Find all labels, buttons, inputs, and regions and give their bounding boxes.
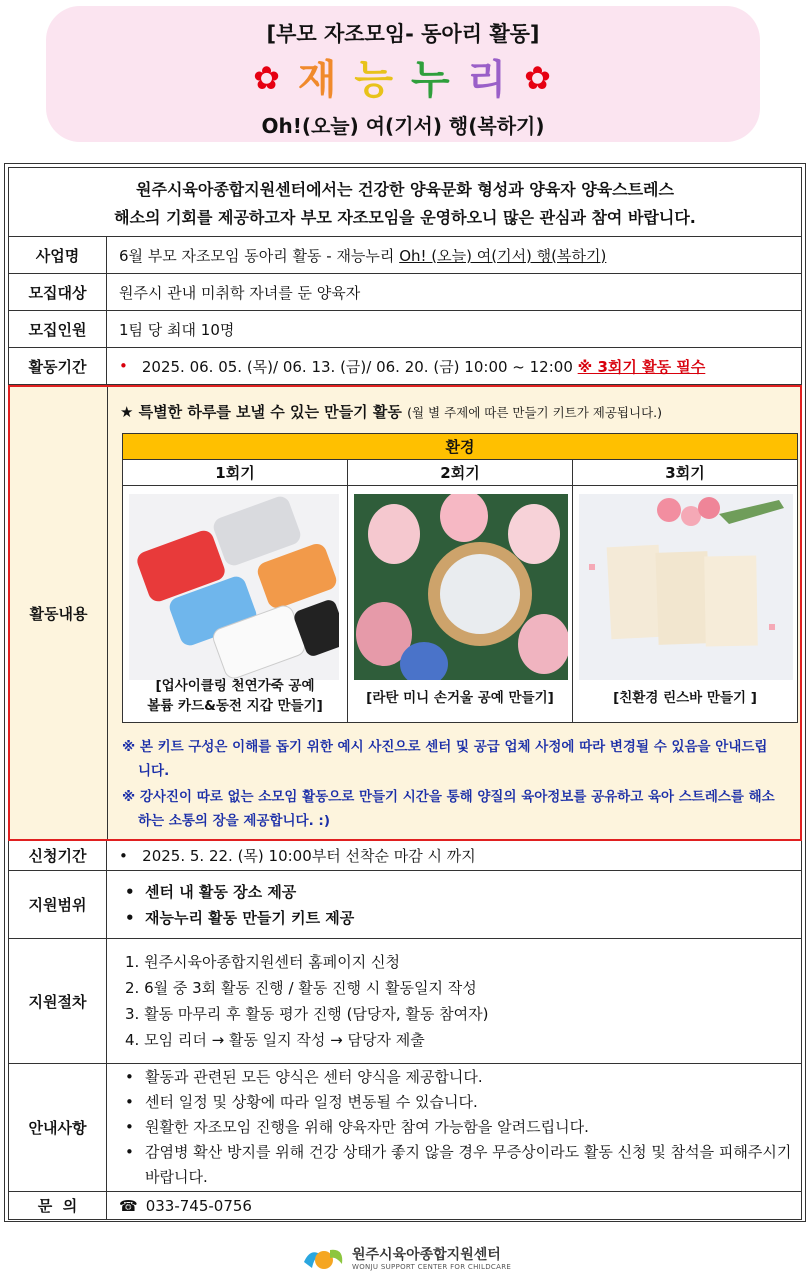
- row-label: 활동기간: [9, 348, 107, 384]
- session-1: 1회기 [업사이클링 천연가죽 공예 볼륨 카드&동전 지갑 만들기]: [123, 460, 348, 722]
- bullet-icon: •: [119, 357, 128, 375]
- title-banner: [46, 6, 760, 142]
- leather-wallet-image: [129, 494, 339, 680]
- intro-text: 원주시육아종합지원센터에서는 건강한 양육문화 형성과 양육자 양육스트레스 해소의 기회를 제공하고자 부모 자조모임을 운영하오니 많은 관심과 참여 바랍니다.: [8, 167, 802, 237]
- row-support: 지원범위 • 센터 내 활동 장소 제공 • 재능누리 활동 만들기 키트 제공: [8, 871, 802, 939]
- title-char: 재: [297, 57, 339, 103]
- row-notice: 안내사항 • 활동과 관련된 모든 양식은 센터 양식을 제공합니다. • 센터 일정 및 상황에 따라 일정 변동될 수 있습니다. • 원활한 자조모임 진행을 위해 양육자만 참여 가능함을 알려드립니다. • 감염병 확산 방지를 위해 건강 상태가 좋지 않을 경우 무증상이라도 활동 신청 및 참석을 피해주시기 바랍니다.: [8, 1064, 802, 1192]
- session-3: 3회기 [친환경 린스바 만들기 ]: [573, 460, 797, 722]
- kit-table: [122, 433, 798, 723]
- center-name-en: WONJU SUPPORT CENTER FOR CHILDCARE: [352, 1263, 512, 1271]
- row-label: 지원절차: [9, 939, 107, 1063]
- row-label: 지원범위: [9, 871, 107, 938]
- row-business: 사업명 6월 부모 자조모임 동아리 활동 - 재능누리 Oh! (오늘) 여(기서) 행(복하기): [8, 237, 802, 274]
- rattan-mirror-image: [354, 494, 568, 680]
- flower-icon: ✿: [253, 59, 282, 97]
- activity-headline: ★ 특별한 하루를 보낼 수 있는 만들기 활동 (월 별 주제에 따른 만들기 키트가 제공됩니다.): [120, 403, 663, 421]
- theme-header: 환경: [123, 434, 797, 460]
- session-caption: [라탄 미니 손거울 공예 만들기]: [366, 690, 554, 706]
- title-char: 누: [410, 57, 452, 103]
- session-caption: [업사이클링 천연가죽 공예 볼륨 카드&동전 지갑 만들기]: [147, 678, 323, 714]
- banner-title: [46, 48, 760, 105]
- row-label: 활동내용: [10, 387, 108, 839]
- required-note: ※ 3회기 활동 필수: [577, 357, 706, 376]
- row-label: 문 의: [9, 1192, 107, 1219]
- row-target: 모집대상 원주시 관내 미취학 자녀를 둔 양육자: [8, 274, 802, 311]
- row-capacity: 모집인원 1팀 당 최대 10명: [8, 311, 802, 348]
- session-caption: [친환경 린스바 만들기 ]: [613, 690, 757, 706]
- row-period: 활동기간 • 2025. 06. 05. (목)/ 06. 13. (금)/ 06. 20. (금) 10:00 ~ 12:00 ※ 3회기 활동 필수: [8, 348, 802, 385]
- phone-icon: ☎: [119, 1196, 138, 1215]
- banner-subtitle: [부모 자조모임- 동아리 활동]: [266, 22, 540, 46]
- banner-slogan: Oh!(오늘) 여(기서) 행(복하기): [261, 114, 545, 138]
- center-logo: [300, 1241, 520, 1275]
- row-label: 모집인원: [9, 311, 107, 347]
- row-procedure: 지원절차 1. 원주시육아종합지원센터 홈페이지 신청 2. 6월 중 3회 활동 진행 / 활동 진행 시 활동일지 작성 3. 활동 마무리 후 활동 평가 진행 (담당자, 활동 참여자) 4. 모임 리더 → 활동 일지 작성 → 담당자 제출: [8, 939, 802, 1064]
- contact-phone: 033-745-0756: [145, 1196, 252, 1215]
- title-char: 리: [467, 57, 509, 103]
- logo-icon: [300, 1242, 348, 1274]
- session-2: 2회기 [라탄 미니 손거울 공예 만들기]: [348, 460, 573, 722]
- row-label: 안내사항: [9, 1064, 107, 1191]
- row-label: 신청기간: [9, 841, 107, 870]
- title-char: 능: [354, 57, 396, 103]
- row-label: 모집대상: [9, 274, 107, 310]
- center-name: 원주시육아종합지원센터: [352, 1247, 501, 1263]
- rinse-bar-image: [579, 494, 793, 680]
- row-apply: 신청기간 • 2025. 5. 22. (목) 10:00부터 선착순 마감 시 까지: [8, 841, 802, 871]
- row-label: 사업명: [9, 237, 107, 273]
- info-table: [4, 163, 806, 1222]
- flower-icon: ✿: [524, 59, 553, 97]
- activity-notes: ※ 본 키트 구성은 이해를 돕기 위한 예시 사진으로 센터 및 공급 업체 사정에 따라 변경될 수 있음을 안내드립니다. ※ 강사진이 따로 없는 소모임 활동으로 만들기 시간을 통해 양질의 육아정보를 공유하고 육아 스트레스를 해소하는 소통의 장을 제공합니다. :): [122, 739, 775, 829]
- row-content: [8, 385, 802, 841]
- row-contact: [8, 1192, 802, 1220]
